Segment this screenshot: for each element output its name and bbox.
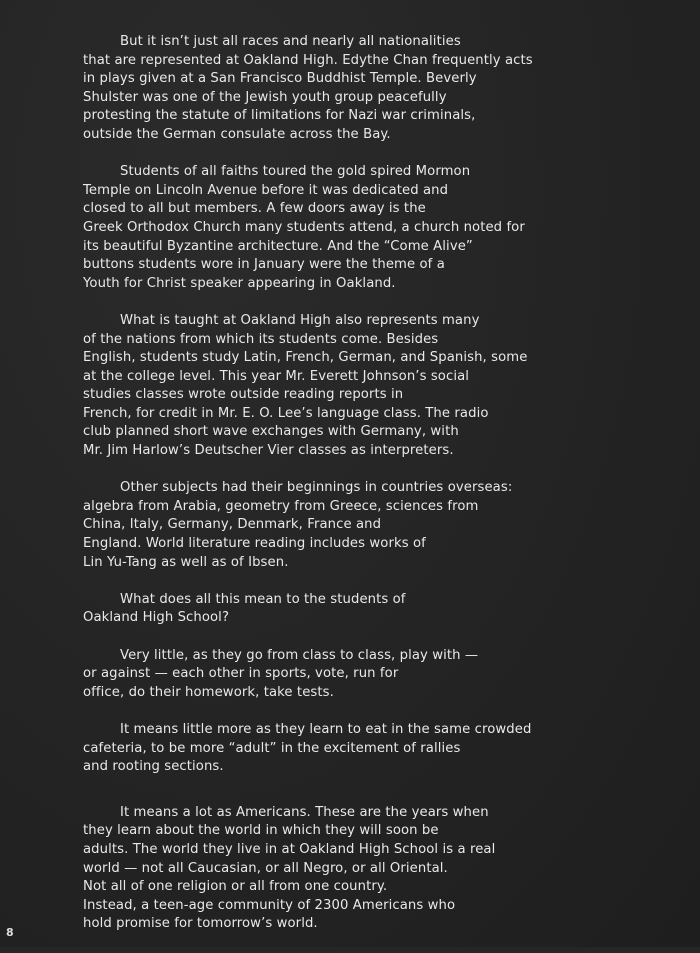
- text-line: French, for credit in Mr. E. O. Lee’s language class. The radio: [83, 405, 489, 421]
- text-line: adults. The world they live in at Oakland High School is a real: [83, 841, 496, 857]
- text-line: Mr. Jim Harlow’s Deutscher Vier classes as interpreters.: [83, 443, 454, 459]
- paragraph-little-more: [83, 721, 563, 777]
- paragraph-subjects: [83, 479, 563, 572]
- text-line: Not all of one religion or all from one country.: [83, 879, 388, 895]
- text-line: Very little, as they go from class to class, play with —: [120, 647, 479, 663]
- paragraph-question: [83, 591, 563, 628]
- text-line: What does all this mean to the students of: [120, 591, 406, 607]
- text-line: It means little more as they learn to eat in the same crowded: [120, 721, 532, 737]
- text-line: closed to all but members. A few doors away is the: [83, 201, 426, 217]
- text-line: and rooting sections.: [83, 759, 224, 775]
- text-line: Oakland High School?: [83, 610, 230, 626]
- text-line: What is taught at Oakland High also represents many: [120, 312, 480, 328]
- paragraph-races: [83, 33, 563, 145]
- text-line: But it isn’t just all races and nearly all nationalities: [120, 34, 461, 49]
- text-line: China, Italy, Germany, Denmark, France and: [83, 517, 382, 533]
- paragraph-languages: [83, 312, 563, 461]
- text-line: algebra from Arabia, geometry from Greece, sciences from: [83, 498, 479, 514]
- text-line: Lin Yu-Tang as well as of Ibsen.: [83, 554, 289, 570]
- text-line: hold promise for tomorrow’s world.: [83, 916, 318, 932]
- paragraph-very-little: [83, 647, 563, 703]
- text-line: at the college level. This year Mr. Everett Johnson’s social: [83, 368, 470, 384]
- text-line: they learn about the world in which they will soon be: [83, 823, 439, 839]
- text-line: English, students study Latin, French, German, and Spanish, some: [83, 350, 528, 366]
- text-line: Students of all faiths toured the gold spired Mormon: [120, 164, 471, 180]
- text-line: in plays given at a San Francisco Buddhist Temple. Beverly: [83, 71, 477, 87]
- text-line: It means a lot as Americans. These are the years when: [120, 804, 489, 820]
- text-line: world — not all Caucasian, or all Negro, or all Oriental.: [83, 860, 448, 876]
- text-line: that are represented at Oakland High. Edythe Chan frequently acts: [83, 52, 533, 68]
- text-line: England. World literature reading includes works of: [83, 536, 426, 552]
- body-text: [83, 33, 563, 953]
- text-line: Shulster was one of the Jewish youth group peacefully: [83, 89, 447, 105]
- text-line: Youth for Christ speaker appearing in Oakland.: [83, 275, 396, 291]
- text-line: Greek Orthodox Church many students attend, a church noted for: [83, 219, 525, 235]
- text-line: protesting the statute of limitations for Nazi war criminals,: [83, 108, 476, 124]
- paragraph-americans: [83, 804, 563, 934]
- text-line: its beautiful Byzantine architecture. And the “Come Alive”: [83, 238, 473, 254]
- page-number: 8: [6, 926, 14, 939]
- text-line: or against — each other in sports, vote, run for: [83, 666, 399, 682]
- text-line: Temple on Lincoln Avenue before it was dedicated and: [83, 182, 449, 198]
- text-line: outside the German consulate across the Bay.: [83, 126, 391, 142]
- text-line: Other subjects had their beginnings in countries overseas:: [120, 480, 513, 496]
- paragraph-faiths: [83, 163, 563, 293]
- text-line: office, do their homework, take tests.: [83, 684, 334, 700]
- text-line: club planned short wave exchanges with Germany, with: [83, 424, 459, 440]
- text-line: Instead, a teen-age community of 2300 Americans who: [83, 897, 456, 913]
- text-line: buttons students wore in January were the theme of a: [83, 257, 445, 273]
- text-line: of the nations from which its students come. Besides: [83, 331, 439, 347]
- text-line: cafeteria, to be more “adult” in the excitement of rallies: [83, 740, 461, 756]
- text-line: studies classes wrote outside reading reports in: [83, 387, 404, 403]
